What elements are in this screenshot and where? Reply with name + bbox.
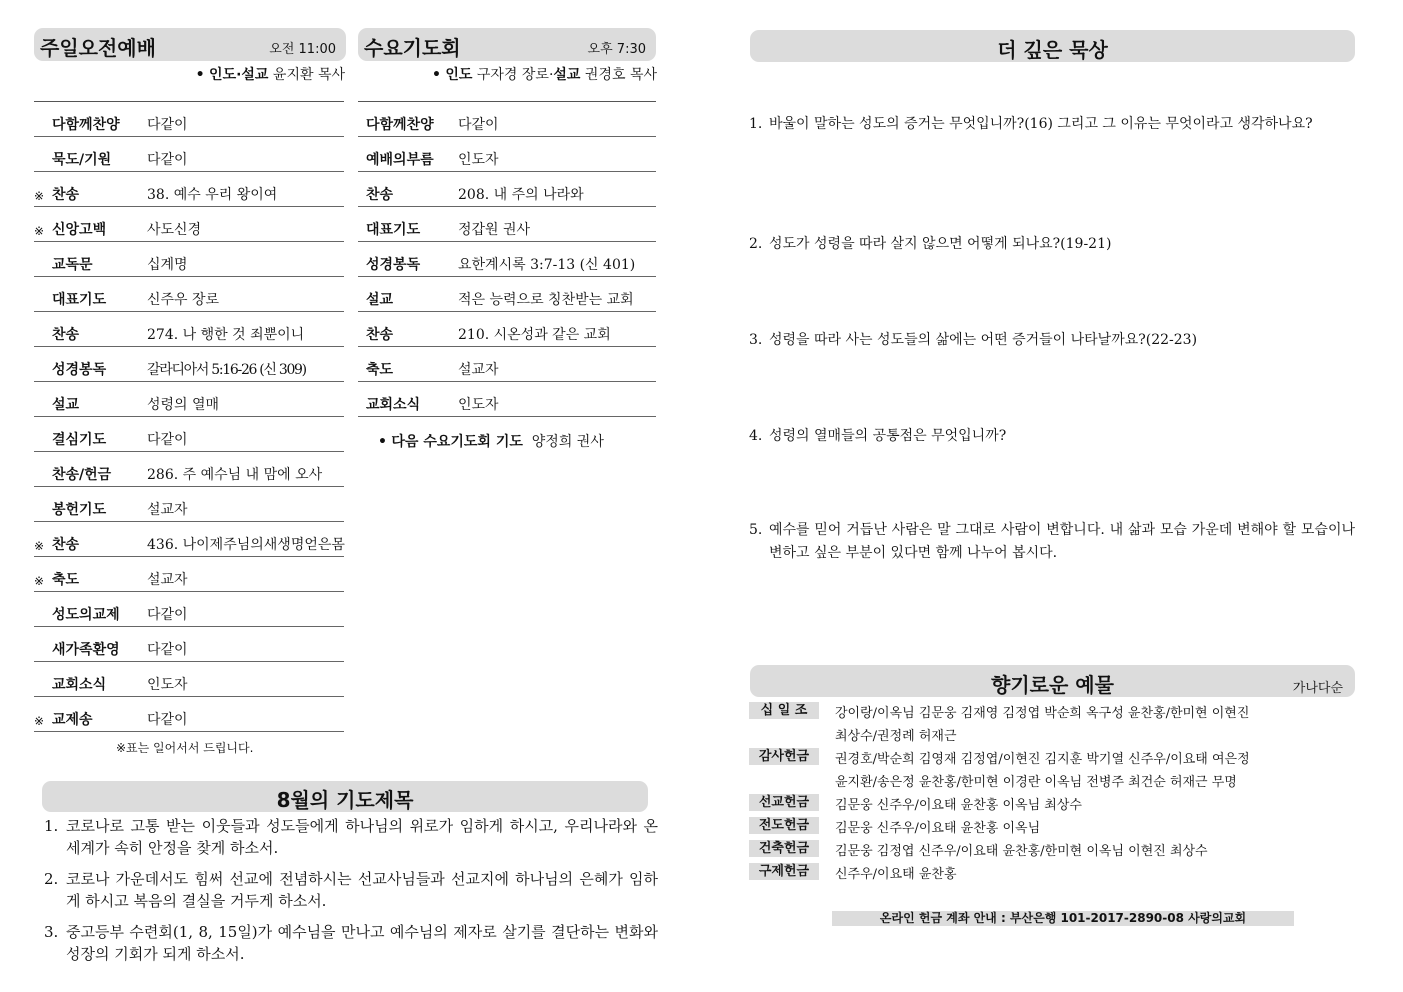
- offering-category: 구제헌금: [749, 863, 819, 880]
- offering-names-line: 신주우/이요태 윤찬홍: [835, 867, 957, 882]
- order-row: [34, 102, 344, 137]
- order-row: [34, 592, 344, 627]
- question-text: 성령을 따라 사는 성도들의 삶에는 어떤 증거들이 나타날까요?(22-23): [769, 332, 1198, 348]
- standing-mark: ※: [34, 539, 45, 553]
- officiant-name-lead: 구자경 장로·: [476, 67, 554, 83]
- prayer-list: [44, 815, 658, 974]
- order-row: [34, 312, 344, 347]
- offering-names-line: 김문웅 신주우/이요태 윤찬홍 이옥님: [835, 821, 1041, 836]
- order-value: 다같이: [147, 432, 188, 448]
- order-label: 교회소식: [366, 397, 421, 413]
- order-value: 436. 나이제주님의새생명얻은몸: [147, 537, 345, 553]
- order-label: 설교: [366, 292, 394, 308]
- meditation-question: [749, 519, 1355, 565]
- order-row: [358, 347, 656, 382]
- next-prayer-note: [378, 431, 604, 451]
- officiant-label-lead: 인도: [445, 67, 473, 83]
- offering-header: [750, 665, 1355, 697]
- offering-category: 십 일 조: [749, 702, 819, 719]
- meditation-question: [749, 329, 1355, 352]
- prayer-number: 1.: [44, 817, 59, 835]
- order-value: 설교자: [458, 362, 499, 378]
- prayer-item: [44, 921, 658, 965]
- meditation-question: [749, 425, 1355, 448]
- order-label: 새가족환영: [52, 642, 120, 658]
- offering-category: 건축헌금: [749, 840, 819, 857]
- order-label: 찬송: [366, 187, 394, 203]
- offering-row: [749, 817, 1355, 840]
- order-value: 208. 내 주의 나라와: [458, 187, 584, 203]
- next-prayer-label: 다음 수요기도회 기도: [391, 434, 523, 450]
- order-label: 교제송: [52, 712, 93, 728]
- sunday-officiant: [196, 64, 345, 84]
- order-row: [34, 277, 344, 312]
- order-label: 찬송: [366, 327, 394, 343]
- wednesday-officiant: [432, 64, 657, 84]
- meditation-question: [749, 233, 1355, 256]
- officiant-name-sermon: 권경호 목사: [584, 67, 657, 83]
- offering-row: [749, 863, 1355, 886]
- prayer-number: 3.: [44, 923, 59, 941]
- prayer-item: [44, 868, 658, 912]
- order-label: 묵도/기원: [52, 152, 112, 168]
- order-value: 210. 시온성과 같은 교회: [458, 327, 611, 343]
- offering-names: [835, 817, 1355, 840]
- standing-mark: ※: [34, 224, 45, 238]
- order-label: 찬송: [52, 187, 80, 203]
- order-row: [34, 207, 344, 242]
- order-row: [34, 627, 344, 662]
- order-value: 286. 주 예수님 내 맘에 오사: [147, 467, 323, 483]
- order-value: 274. 나 행한 것 죄뿐이니: [147, 327, 305, 343]
- order-value: 인도자: [147, 677, 188, 693]
- order-row: [34, 697, 344, 732]
- bullet: •: [378, 434, 387, 450]
- wednesday-order-list: [358, 102, 656, 417]
- question-text: 성도가 성령을 따라 살지 않으면 어떻게 되나요?(19-21): [769, 236, 1112, 252]
- order-row: [34, 557, 344, 592]
- order-row: [358, 382, 656, 417]
- order-label: 교회소식: [52, 677, 107, 693]
- meditation-header: [750, 30, 1355, 62]
- order-label: 봉헌기도: [52, 502, 107, 518]
- order-label: 대표기도: [52, 292, 107, 308]
- question-number: 2.: [749, 236, 763, 252]
- order-label: 설교: [52, 397, 80, 413]
- order-value: 사도신경: [147, 222, 202, 238]
- order-label: 예배의부름: [366, 152, 434, 168]
- order-value: 성령의 열매: [147, 397, 220, 413]
- bullet: •: [195, 67, 205, 83]
- order-value: 갈라디아서 5:16-26 (신 309): [147, 362, 306, 378]
- order-value: 38. 예수 우리 왕이여: [147, 187, 278, 203]
- order-label: 다함께찬양: [52, 117, 120, 133]
- question-number: 5.: [749, 522, 763, 538]
- meditation-question: [749, 113, 1355, 136]
- offering-names-line: 최상수/권정례 허재근: [835, 729, 957, 744]
- prayer-number: 2.: [44, 870, 59, 888]
- order-value: 다같이: [147, 117, 188, 133]
- next-prayer-name: 양정희 권사: [531, 434, 604, 450]
- order-value: 십계명: [147, 257, 188, 273]
- offering-row: [749, 702, 1355, 748]
- order-label: 성경봉독: [366, 257, 421, 273]
- offering-names: [835, 702, 1355, 748]
- offering-names: [835, 863, 1355, 886]
- offering-names-line: 김문웅 신주우/이요태 윤찬홍 이옥님 최상수: [835, 798, 1082, 813]
- order-label: 교독문: [52, 257, 93, 273]
- sunday-time: 오전 11:00: [269, 42, 336, 57]
- order-value: 다같이: [458, 117, 499, 133]
- wednesday-title: 수요기도회: [364, 36, 461, 60]
- meditation-title: 더 깊은 묵상: [997, 38, 1108, 62]
- order-row: [358, 277, 656, 312]
- order-label: 대표기도: [366, 222, 421, 238]
- order-label: 결심기도: [52, 432, 107, 448]
- offering-names-line: 권경호/박순희 김영재 김정엽/이현진 김지훈 박기열 신주우/이요태 여은정: [835, 752, 1250, 767]
- order-row: [358, 172, 656, 207]
- order-row: [358, 137, 656, 172]
- officiant-label: 인도·설교: [209, 67, 269, 83]
- offering-category: 선교헌금: [749, 794, 819, 811]
- order-label: 축도: [52, 572, 80, 588]
- order-row: [34, 382, 344, 417]
- offering-title: 향기로운 예물: [991, 673, 1114, 697]
- standing-mark: ※: [34, 574, 45, 588]
- standing-mark: ※: [34, 714, 45, 728]
- offering-row: [749, 840, 1355, 863]
- prayer-item: [44, 815, 658, 859]
- order-value: 인도자: [458, 152, 499, 168]
- order-row: [34, 242, 344, 277]
- sunday-title: 주일오전예배: [40, 36, 156, 60]
- offering-row: [749, 794, 1355, 817]
- order-value: 신주우 장로: [147, 292, 220, 308]
- order-label: 성경봉독: [52, 362, 107, 378]
- prayer-text: 코로나로 고통 받는 이웃들과 성도들에게 하나님의 위로가 임하게 하시고, 우리나라와 온 세계가 속히 안정을 찾게 하소서.: [66, 817, 658, 857]
- order-label: 다함께찬양: [366, 117, 434, 133]
- offering-order-note: 가나다순: [1292, 681, 1343, 696]
- order-row: [358, 312, 656, 347]
- order-row: [34, 347, 344, 382]
- offering-names-line: 김문웅 김정엽 신주우/이요태 윤찬홍/한미현 이옥님 이현진 최상수: [835, 844, 1208, 859]
- order-row: [34, 487, 344, 522]
- offering-names-line: 윤지환/송은정 윤찬홍/한미현 이경란 이옥님 전병주 최건순 허재근 무명: [835, 775, 1237, 790]
- question-text: 성령의 열매들의 공통점은 무엇입니까?: [769, 428, 1007, 444]
- wednesday-time: 오후 7:30: [587, 42, 646, 57]
- order-value: 다같이: [147, 642, 188, 658]
- standing-mark: ※: [34, 189, 45, 203]
- order-row: [34, 662, 344, 697]
- question-number: 1.: [749, 116, 763, 132]
- order-value: 다같이: [147, 152, 188, 168]
- online-account-notice: 온라인 헌금 계좌 안내 : 부산은행 101-2017-2890-08 사랑의교회: [832, 911, 1294, 926]
- order-label: 축도: [366, 362, 394, 378]
- question-number: 3.: [749, 332, 763, 348]
- offering-names: [835, 748, 1355, 794]
- question-text: 바울이 말하는 성도의 증거는 무엇입니까?(16) 그리고 그 이유는 무엇이라고 생각하나요?: [769, 116, 1313, 132]
- question-text: 예수를 믿어 거듭난 사람은 말 그대로 사람이 변합니다. 내 삶과 모습 가운데 변해야 할 모습이나 변하고 싶은 부분이 있다면 함께 나누어 봅시다.: [769, 522, 1355, 561]
- order-row: [34, 522, 344, 557]
- order-value: 인도자: [458, 397, 499, 413]
- sunday-header: [34, 28, 346, 61]
- order-value: 설교자: [147, 572, 188, 588]
- order-row: [34, 137, 344, 172]
- order-row: [34, 417, 344, 452]
- offering-names: [835, 840, 1355, 863]
- officiant-label-sermon: 설교: [553, 67, 581, 83]
- order-label: 찬송: [52, 537, 80, 553]
- wednesday-header: [358, 28, 656, 61]
- offering-names: [835, 794, 1355, 817]
- prayer-header: [42, 781, 648, 812]
- question-number: 4.: [749, 428, 763, 444]
- order-value: 요한계시록 3:7-13 (신 401): [458, 257, 636, 273]
- offering-row: [749, 748, 1355, 794]
- order-label: 신앙고백: [52, 222, 107, 238]
- order-value: 다같이: [147, 712, 188, 728]
- offering-names-line: 강이랑/이옥님 김문웅 김재영 김정엽 박순희 옥구성 윤찬홍/한미현 이현진: [835, 706, 1250, 721]
- order-row: [34, 172, 344, 207]
- order-row: [358, 102, 656, 137]
- offering-category: 전도헌금: [749, 817, 819, 834]
- order-row: [358, 207, 656, 242]
- order-label: 찬송/헌금: [52, 467, 112, 483]
- prayer-text: 코로나 가운데서도 힘써 선교에 전념하시는 선교사님들과 선교지에 하나님의 은혜가 임하게 하시고 복음의 결실을 거두게 하소서.: [66, 870, 658, 910]
- offering-list: [749, 702, 1355, 886]
- order-value: 적은 능력으로 칭찬받는 교회: [458, 292, 634, 308]
- sunday-order-list: [34, 102, 344, 732]
- order-label: 성도의교제: [52, 607, 120, 623]
- standing-footnote: ※표는 일어서서 드립니다.: [116, 741, 254, 755]
- order-row: [34, 452, 344, 487]
- order-value: 설교자: [147, 502, 188, 518]
- order-row: [358, 242, 656, 277]
- bullet: •: [431, 67, 441, 83]
- order-value: 다같이: [147, 607, 188, 623]
- order-label: 찬송: [52, 327, 80, 343]
- prayer-title: 8월의 기도제목: [276, 788, 414, 812]
- order-value: 정갑원 권사: [458, 222, 531, 238]
- prayer-text: 중고등부 수련회(1, 8, 15일)가 예수님을 만나고 예수님의 제자로 살기를 결단하는 변화와 성장의 기회가 되게 하소서.: [66, 923, 658, 963]
- offering-category: 감사헌금: [749, 748, 819, 765]
- officiant-name: 윤지환 목사: [272, 67, 345, 83]
